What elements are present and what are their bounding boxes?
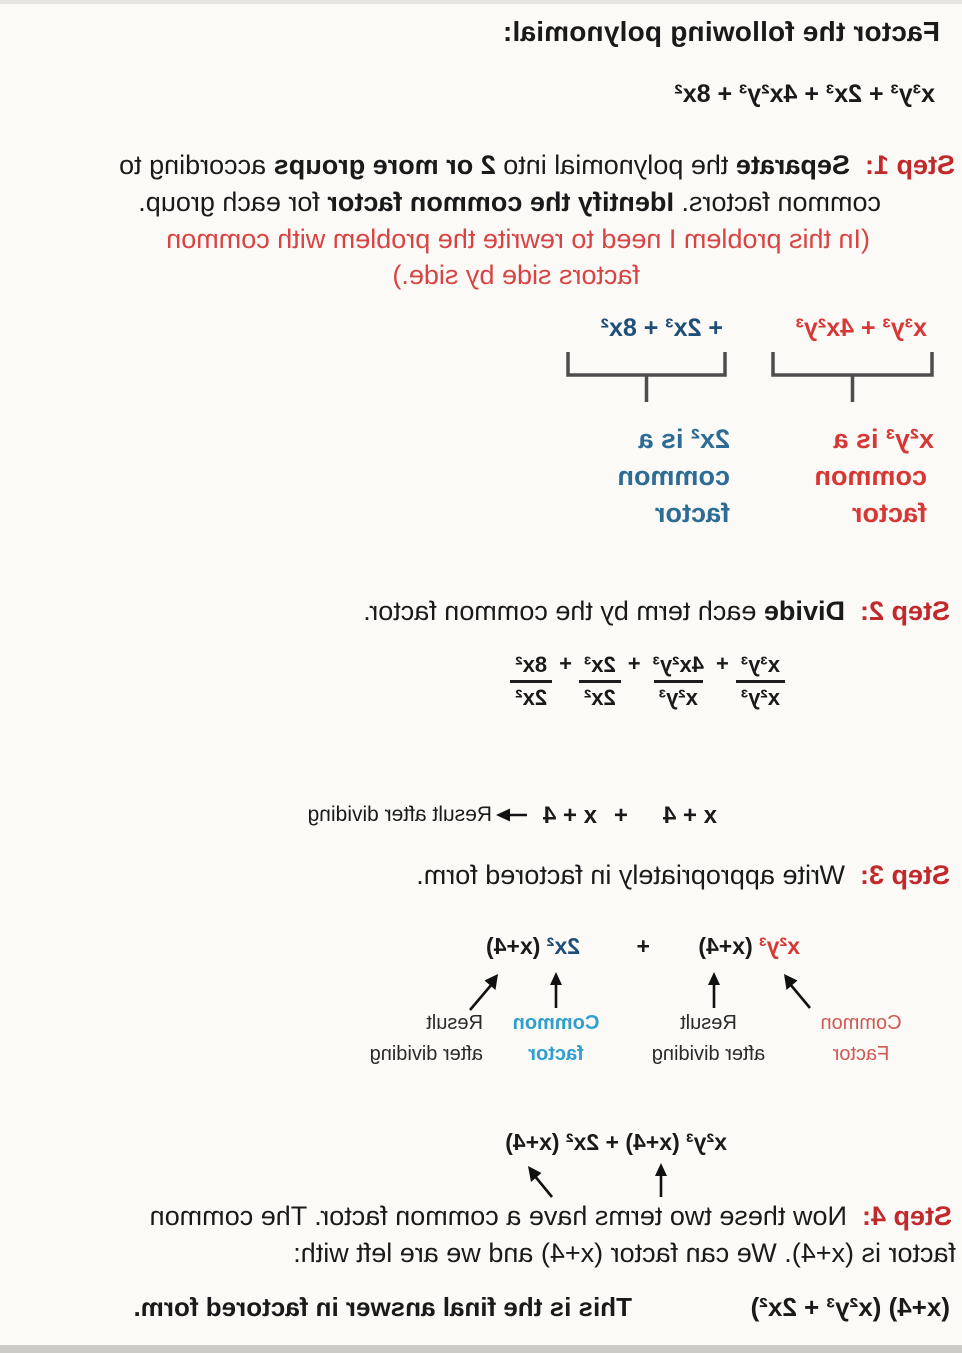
common-factor-red-line2: Factor [832, 1043, 890, 1065]
step4-expression: x²y³ (x+4) + 2x² (x+4) [505, 1129, 727, 1155]
group2-brace-icon [565, 350, 728, 404]
group1-label-line1: x²y³ is a [833, 424, 934, 454]
final-answer-text: This is the final answer in factored form. [133, 1292, 632, 1322]
factored-plus: + [636, 933, 650, 959]
spacer [845, 860, 860, 890]
step4-line1 [150, 1201, 952, 1232]
step3-label: Step 3: [859, 860, 950, 890]
up-arrow-icon [706, 972, 722, 1010]
result-after-dividing-label: Result after dividing [307, 803, 492, 826]
factored-term-1 [698, 933, 800, 960]
fraction-1-denominator: x²y³ [736, 680, 785, 713]
fraction-2 [648, 650, 709, 712]
step1-line2-text1: common factors. [673, 187, 881, 217]
step4-text1: Now these two terms have a common factor. The common [149, 1201, 847, 1231]
fraction-3-numerator: 2x³ [584, 652, 616, 677]
fraction-3-denominator: 2x² [579, 680, 621, 713]
group2-expression: + 2x³ + 8x² [600, 314, 723, 342]
division-expression [510, 650, 785, 712]
fraction-1 [736, 650, 785, 712]
common-factor-label-blue [506, 1008, 606, 1070]
step3-heading [416, 860, 950, 891]
step4-label: Step 4: [861, 1201, 952, 1231]
final-answer-formula: (x+4) (x²y³ + 2x²) [750, 1292, 950, 1322]
fraction-4-denominator: 2x² [510, 680, 552, 713]
right-arrow-icon [495, 806, 529, 824]
step1-line2 [138, 187, 881, 218]
group1-label-line3: factor [851, 498, 927, 528]
result-term-2: x + 4 [542, 802, 597, 829]
diagonal-up-right-arrow-icon [522, 1163, 558, 1199]
factored-term-2-paren: (x+4) [486, 933, 547, 959]
factored-term-1-common: x²y³ [759, 933, 800, 959]
group2-label-line1: 2x² is a [638, 424, 730, 454]
fraction-3 [579, 650, 621, 712]
factored-term-1-paren: (x+4) [698, 933, 760, 959]
fraction-1-numerator: x³y³ [740, 652, 780, 677]
step2-label: Step 2: [859, 596, 950, 626]
common-factor-red-line1: Common [820, 1012, 902, 1034]
result2-line2: after dividing [369, 1043, 483, 1065]
step4-line2: factor is (x+4). We can factor (x+4) and we are left with: [293, 1238, 956, 1268]
page-bottom-edge [0, 1345, 962, 1353]
step2-bold-divide: Divide [763, 596, 845, 626]
fraction-2-numerator: 4x²y³ [652, 652, 705, 677]
up-arrow-icon [548, 972, 564, 1010]
factored-term-2-common: 2x² [546, 933, 580, 959]
step1-text1: the polynomial into [495, 150, 736, 180]
polynomial-expression: x³y³ + 2x³ + 4x²y³ + 8x² [674, 80, 935, 108]
result1-line2: after dividing [651, 1043, 766, 1065]
spacer [845, 596, 860, 626]
plus-sign: + [627, 651, 641, 676]
common-factor-blue-line1: Common [512, 1012, 600, 1034]
step1-text2: according to [119, 150, 274, 180]
group1-common-factor-label [814, 421, 934, 532]
spacer [847, 1201, 862, 1231]
step1-line1 [119, 150, 955, 181]
step1-line2-text2: for each group. [138, 187, 328, 217]
fraction-2-denominator: x²y³ [654, 680, 703, 713]
group2-label-line3: factor [654, 498, 730, 528]
plus-sign: + [716, 651, 729, 676]
result1-line1: Result [680, 1012, 737, 1034]
common-factor-label-red [805, 1008, 917, 1070]
group2-label-line2: common [617, 461, 730, 491]
step2-heading [363, 596, 950, 627]
common-factor-blue-line2: factor [528, 1043, 584, 1065]
diagonal-up-right-arrow-icon [776, 970, 816, 1012]
page-top-edge [0, 0, 962, 4]
group1-label-line2: common [814, 461, 927, 491]
factored-term-2 [486, 933, 580, 960]
result-after-dividing-label-2 [370, 1008, 483, 1070]
step1-bold-separate: Separate [735, 150, 850, 180]
group1-expression: x³y³ + 4x²y³ [795, 314, 927, 342]
step2-text: each term by the common factor. [363, 596, 764, 626]
step3-text: Write appropriately in factored form. [416, 860, 845, 890]
step1-note-line2: factors side by side.) [392, 260, 640, 290]
step1-line2-bold: Identify the common factor [327, 187, 674, 217]
fraction-4 [510, 650, 552, 712]
diagonal-up-left-arrow-icon [466, 970, 506, 1012]
result-term-1: x + 4 [662, 802, 717, 829]
up-arrow-icon [653, 1163, 669, 1199]
group1-brace-icon [770, 350, 935, 404]
page-title: Factor the following polynomial: [502, 16, 940, 47]
result-after-dividing-label-1 [651, 1008, 766, 1070]
plus-sign: + [559, 651, 572, 676]
result-plus: + [613, 802, 628, 829]
step1-note-line1: (In this problem I need to rewrite the problem with common [166, 224, 870, 254]
step1-bold-groups: 2 or more groups [273, 150, 496, 180]
group2-common-factor-label [617, 421, 730, 532]
result2-line1: Result [426, 1012, 483, 1034]
step1-label: Step 1: [864, 150, 955, 180]
fraction-4-numerator: 8x² [515, 652, 548, 677]
spacer [850, 150, 865, 180]
